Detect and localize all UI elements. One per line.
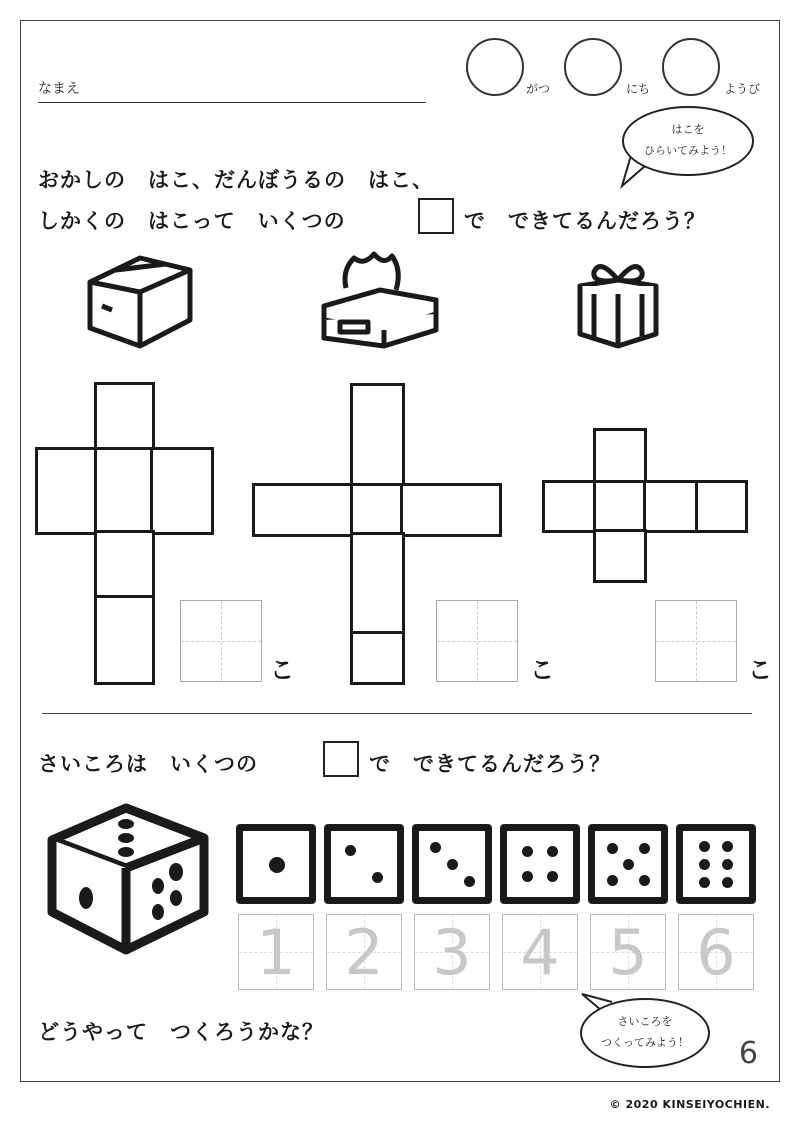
weekday-label: ようび <box>724 82 761 96</box>
dice-question-end: で できてるんだろう？ <box>369 752 611 776</box>
answer-box-2[interactable] <box>436 600 518 682</box>
net-face <box>643 480 699 533</box>
pip <box>547 871 558 882</box>
answer-box-1[interactable] <box>180 600 262 682</box>
trace-digit: 3 <box>432 916 472 989</box>
net-face <box>593 428 647 484</box>
dice-face-1 <box>236 824 316 904</box>
section-divider <box>42 713 752 714</box>
pip <box>699 859 710 870</box>
shape-square-box <box>323 741 359 777</box>
pip <box>699 877 710 888</box>
dice-face-5 <box>588 824 668 904</box>
bubble-line: はこを <box>671 123 705 137</box>
dice-face-3 <box>412 824 492 904</box>
net-face <box>94 382 155 452</box>
pip <box>447 859 458 870</box>
trace-digit: 5 <box>608 916 648 989</box>
trace-digit-box[interactable] <box>326 914 402 990</box>
name-label: なまえ <box>38 81 80 97</box>
speech-bubble-make-dice <box>580 998 710 1068</box>
speech-bubble-open-box <box>622 106 754 176</box>
question-line-2-end: で できてるんだろう？ <box>464 209 706 233</box>
weekday-circle[interactable] <box>662 38 720 96</box>
cardboard-box-icon <box>82 248 198 352</box>
trace-digit: 4 <box>520 916 560 989</box>
answer-unit: こ <box>530 656 554 684</box>
pip <box>639 875 650 886</box>
trace-digit: 6 <box>696 916 736 989</box>
pip <box>699 841 710 852</box>
net-face <box>94 530 155 600</box>
net-face <box>252 483 355 537</box>
bottom-question: どうやって つくろうかな？ <box>38 1020 324 1044</box>
net-face <box>94 595 155 685</box>
net-face <box>593 529 647 583</box>
pip <box>722 877 733 888</box>
net-face <box>150 447 214 535</box>
page-number: 6 <box>738 1036 758 1071</box>
tissue-box-icon <box>320 250 440 350</box>
net-face <box>35 447 99 535</box>
net-face <box>593 480 647 533</box>
month-label: がつ <box>526 82 551 96</box>
net-face <box>400 483 502 537</box>
pip <box>639 843 650 854</box>
bubble-line: つくってみよう！ <box>601 1036 689 1049</box>
gift-box-icon <box>572 254 664 350</box>
dice-face-6 <box>676 824 756 904</box>
name-write-line[interactable] <box>38 102 426 103</box>
trace-digit-box[interactable] <box>678 914 754 990</box>
net-face <box>542 480 598 533</box>
pip <box>464 876 475 887</box>
question-line-2-start: しかくの はこって いくつの <box>38 209 346 233</box>
net-face <box>94 447 155 535</box>
pip <box>522 846 533 857</box>
trace-digit-box[interactable] <box>238 914 314 990</box>
pip <box>345 845 356 856</box>
copyright: © 2020 KINSEIYOCHIEN. <box>609 1098 770 1111</box>
pip <box>722 859 733 870</box>
dice-face-4 <box>500 824 580 904</box>
trace-digit: 1 <box>256 916 296 989</box>
answer-box-3[interactable] <box>655 600 737 682</box>
dice-question-start: さいころは いくつの <box>38 752 258 776</box>
pip <box>269 857 285 873</box>
pip <box>623 859 634 870</box>
net-face <box>350 631 405 685</box>
month-circle[interactable] <box>466 38 524 96</box>
pip <box>430 842 441 853</box>
dice-face-2 <box>324 824 404 904</box>
question-line-1: おかしの はこ、だんぼうるの はこ、 <box>38 168 434 192</box>
trace-digit: 2 <box>344 916 384 989</box>
day-label: にち <box>626 82 651 96</box>
pip <box>607 875 618 886</box>
trace-digit-box[interactable] <box>414 914 490 990</box>
dice-3d-icon <box>42 800 214 960</box>
shape-square-box <box>418 198 454 234</box>
answer-unit: こ <box>270 656 294 684</box>
trace-digit-box[interactable] <box>590 914 666 990</box>
pip <box>722 841 733 852</box>
answer-unit: こ <box>748 656 772 684</box>
pip <box>547 846 558 857</box>
net-face <box>695 480 748 533</box>
net-face <box>350 532 405 636</box>
bubble-line: さいころを <box>617 1015 673 1029</box>
net-face <box>350 383 405 487</box>
bubble-line: ひらいてみよう！ <box>644 144 732 157</box>
pip <box>522 871 533 882</box>
pip <box>372 872 383 883</box>
day-circle[interactable] <box>564 38 622 96</box>
trace-digit-box[interactable] <box>502 914 578 990</box>
pip <box>607 843 618 854</box>
net-face <box>350 483 405 537</box>
